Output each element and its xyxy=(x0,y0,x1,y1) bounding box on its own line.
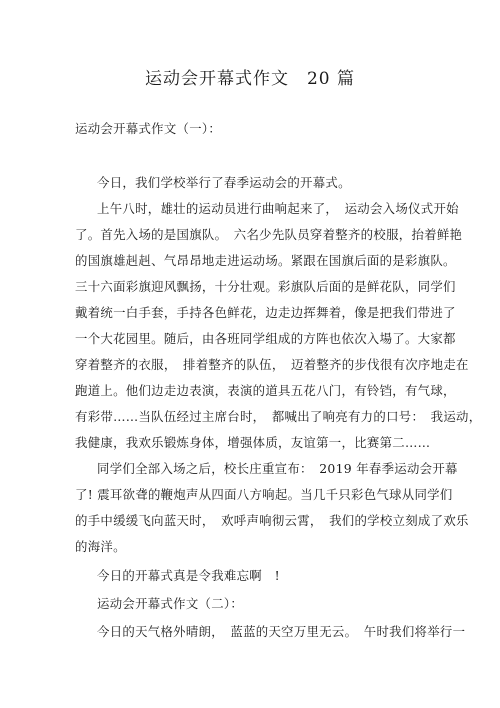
paragraph-line: 有彩带……当队伍经过主席台时， 都喊出了响亮有力的口号： 我运动， xyxy=(75,409,482,424)
paragraph-line: 跑道上。他们边走边表演，表演的道具五花八门，有铃铛，有气球， xyxy=(75,383,456,398)
paragraph-line: 的手中缓缓飞向蓝天时， 欢呼声响彻云霄， 我们的学校立刻成了欢乐 xyxy=(75,513,469,528)
paragraph-line: 今日的天气格外晴朗， 蓝蓝的天空万里无云。 午时我们将举行一 xyxy=(97,624,466,639)
paragraph-line: 同学们全部入场之后，校长庄重宣布： 2019 年春季运动会开幕 xyxy=(97,461,458,476)
paragraph-line: 上午八时，雄壮的运动员进行曲响起来了， 运动会入场仪式开始 xyxy=(97,201,459,216)
paragraph-line: 今日的开幕式真是令我难忘啊 ! xyxy=(97,568,280,583)
paragraph-line: 了! 震耳欲聋的鞭炮声从四面八方响起。当几千只彩色气球从同学们 xyxy=(75,487,453,502)
section-heading: 运动会开幕式作文（一）： xyxy=(75,121,222,136)
paragraph-line: 了。首先入场的是国旗队。 六名少先队员穿着整齐的校服，抬着鲜艳 xyxy=(75,227,463,242)
paragraph-line: 三十六面彩旗迎风飘扬，十分壮观。彩旗队后面的是鲜花队，同学们 xyxy=(75,279,456,294)
paragraph-line: 穿着整齐的衣服， 排着整齐的队伍， 迈着整齐的步伐很有次序地走在 xyxy=(75,357,469,372)
paragraph-line: 今日，我们学校举行了春季运动会的开幕式。 xyxy=(97,175,351,190)
paragraph-line: 的国旗雄赳赳、气昂昂地走进运动场。紧跟在国旗后面的是彩旗队。 xyxy=(75,253,456,268)
document-title: 运动会开幕式作文 20 篇 xyxy=(144,69,356,89)
paragraph-line: 我健康，我欢乐锻炼身体，增强体质，友谊第一，比赛第二…… xyxy=(75,435,431,450)
section-heading: 运动会开幕式作文（二）： xyxy=(97,596,244,611)
paragraph-line: 一个大花园里。随后，由各班同学组成的方阵也依次入場了。大家都 xyxy=(75,331,456,346)
paragraph-line: 的海洋。 xyxy=(75,539,126,554)
paragraph-line: 戴着统一白手套，手持各色鲜花，边走边挥舞着，像是把我们带进了 xyxy=(75,305,456,320)
